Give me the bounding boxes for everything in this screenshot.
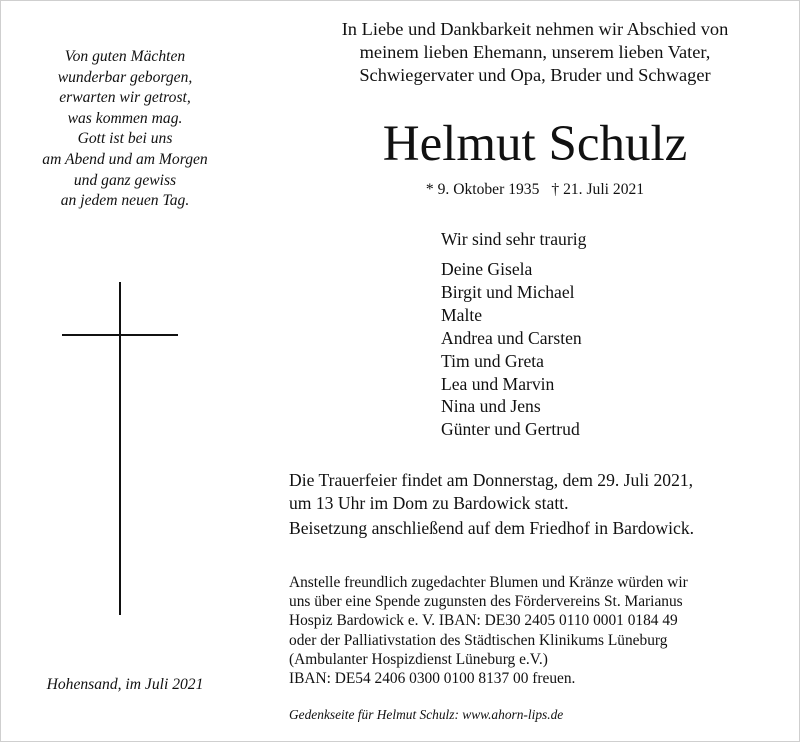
place-date: Hohensand, im Juli 2021	[46, 676, 204, 693]
poem-line: am Abend und am Morgen	[42, 150, 208, 168]
family-member: Tim und Greta	[441, 350, 544, 371]
cross-icon	[62, 282, 178, 615]
life-dates	[292, 180, 778, 200]
poem-line: und ganz gewiss	[73, 171, 177, 189]
family-list	[441, 258, 582, 441]
poem-line: an jedem neuen Tag.	[60, 192, 190, 210]
cross-vertical-bar	[119, 282, 121, 615]
intro-line: Schwiegervater und Opa, Bruder und Schwager	[359, 64, 711, 85]
donation-line: uns über eine Spende zugunsten des Fördervereins St. Marianus	[289, 593, 683, 611]
memorial-page-link[interactable]: Gedenkseite für Helmut Schulz: www.ahorn-lips.de	[289, 707, 564, 722]
family-member: Andrea und Carsten	[441, 327, 582, 348]
deceased-name: Helmut Schulz	[382, 116, 688, 172]
donation-line: (Ambulanter Hospizdienst Lüneburg e.V.)	[289, 650, 548, 668]
death-date: † 21. Juli 2021	[551, 181, 645, 198]
birth-date: * 9. Oktober 1935	[425, 181, 540, 198]
donation-line: Hospiz Bardowick e. V. IBAN: DE30 2405 0110 0001 0184 49	[289, 612, 678, 630]
mourning-line: Wir sind sehr traurig	[441, 229, 587, 249]
poem-line: Von guten Mächten	[64, 48, 186, 65]
family-member: Birgit und Michael	[441, 281, 575, 302]
intro-line: In Liebe und Dankbarkeit nehmen wir Abschied von	[341, 19, 729, 39]
poem-line: erwarten wir getrost,	[59, 89, 191, 107]
family-member: Günter und Gertrud	[441, 419, 580, 440]
poem	[14, 47, 236, 212]
burial-info: Beisetzung anschließend auf dem Friedhof in Bardowick.	[289, 518, 695, 538]
donation-line: oder der Palliativstation des Städtischen Klinikums Lüneburg	[289, 631, 668, 649]
poem-line: wunderbar geborgen,	[57, 68, 193, 86]
intro-line: meinem lieben Ehemann, unserem lieben Vater,	[359, 41, 711, 62]
family-member: Nina und Jens	[441, 396, 541, 417]
donation-line: Anstelle freundlich zugedachter Blumen und Kränze würden wir	[289, 574, 688, 591]
service-line: um 13 Uhr im Dom zu Bardowick statt.	[289, 493, 569, 513]
poem-line: Gott ist bei uns	[77, 130, 173, 148]
donation-line: IBAN: DE54 2406 0300 0100 8137 00 freuen.	[289, 670, 576, 688]
poem-line: was kommen mag.	[67, 109, 183, 127]
family-member: Lea und Marvin	[441, 373, 555, 394]
family-member: Deine Gisela	[441, 259, 533, 279]
family-member: Malte	[441, 304, 483, 325]
donation-info	[289, 573, 688, 688]
cross-horizontal-bar	[62, 334, 178, 336]
service-line: Die Trauerfeier findet am Donnerstag, dem 29. Juli 2021,	[289, 470, 694, 490]
intro-text	[292, 18, 778, 86]
service-info	[289, 469, 693, 515]
